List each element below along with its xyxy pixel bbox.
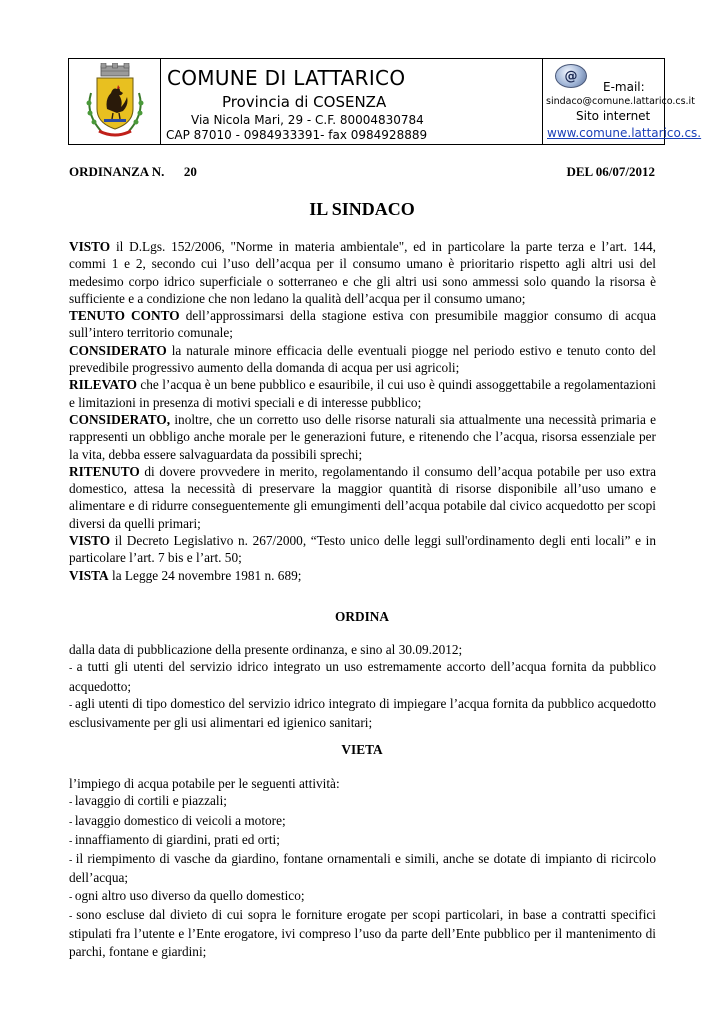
contact-info (543, 59, 702, 144)
ordina-heading: ORDINA (335, 609, 389, 624)
province-name: Provincia di COSENZA (222, 93, 387, 111)
premessa-lead: CONSIDERATO (69, 342, 167, 358)
premessa-text: il D.Lgs. 152/2006, "Norme in materia ambientale", ed in particolare la parte terza e l’art. 144, commi 1 e 2, secondo cui l’uso dell’acqua per il consumo umano è prioritario rispetto agli altri usi del medesimo corpo idrico superficiale o sotterraneo e che gli altri usi sono ammessi solo quando la risorsa è sufficiente e a condizione che non ledano la qualità dell’acqua per il consumo umano; (69, 239, 656, 306)
list-dash: - (69, 797, 75, 809)
premessa (69, 377, 656, 409)
premessa (69, 308, 656, 340)
premessa-lead: VISTO (69, 239, 111, 254)
website-link[interactable]: www.comune.lattarico.cs. (547, 126, 702, 140)
premessa-lead: CONSIDERATO, (69, 411, 171, 427)
list-dash: - (69, 699, 76, 711)
vieta-item: ogni altro uso diverso da quello domestico; (74, 887, 305, 903)
premessa-text: la Legge 24 novembre 1981 n. 689; (108, 567, 302, 583)
premessa (69, 568, 301, 583)
premesse-block (69, 238, 656, 584)
premessa-lead: TENUTO CONTO (69, 308, 180, 324)
ordinance-date: DEL 06/07/2012 (566, 164, 655, 179)
municipality-name: COMUNE DI LATTARICO (167, 66, 406, 90)
vieta-item: sono escluse dal divieto di cui sopra le forniture erogate per scopi particolari, in base a contratti specifici stipulati fra l’utente e l’Ente erogatore, ivi compreso l’uso da parte dell’Ente pubblico per il mantenimento di parchi, fontane e giardini; (69, 907, 656, 959)
vieta-intro: l’impiego di acqua potabile per le seguenti attività: (69, 776, 340, 791)
premessa-text: di dovere provvedere in merito, regolamentando il consumo dell’acqua potabile per uso extra domestico, attesa la necessità di preservare la maggior quantità di risorse disponibile all’uso umano e alimentare e di ridurre conseguentemente gli emungimenti dell’acqua potabile dal civico acquedotto per scopi diversi da quelli primari; (69, 463, 656, 531)
list-dash: - (69, 911, 77, 923)
premessa-lead: VISTO (69, 533, 111, 549)
premessa (69, 239, 656, 306)
document-title: IL SINDACO (309, 199, 415, 219)
ordina-item: agli utenti di tipo domestico del servizio idrico integrato di impiegare l’acqua fornita da pubblico acquedotto esclusivamente per gli usi alimentari ed igienico sanitari; (69, 695, 656, 731)
premessa (69, 464, 656, 531)
ordina-item: a tutti gli utenti del servizio idrico integrato un uso estremamente accorto dell’acqua fornita da pubblico acquedotto; (69, 659, 656, 694)
vieta-heading: VIETA (341, 742, 383, 757)
ordina-intro: dalla data di pubblicazione della presente ordinanza, e sino al 30.09.2012; (69, 642, 463, 657)
municipal-crest-icon (77, 63, 153, 141)
municipality-info (161, 59, 543, 144)
vieta-item: il riempimento di vasche da giardino, fontane ornamentali e simili, anche se dotate di impianto di ricircolo dell’acqua; (69, 851, 656, 886)
premessa (69, 343, 656, 375)
vieta-item: innaffiamento di giardini, prati ed orti; (74, 831, 280, 847)
premessa-text: inoltre, che un corretto uso delle risorse naturali sia attualmente una necessità primaria e rappresenti un obbligo anche morale per le generazioni future, e ritenendo che l’acqua, risorsa essenziale per la vita, debba essere salvaguardata da possibili sprechi; (69, 411, 656, 462)
list-dash: - (69, 816, 75, 828)
premessa-text: la naturale minore efficacia delle eventuali piogge nel periodo estivo e tenuto conto del prevedibile progressivo aumento della domanda di acqua per usi agricoli; (69, 342, 656, 376)
premessa-lead: RITENUTO (69, 463, 140, 479)
list-dash: - (69, 891, 75, 903)
email-address[interactable]: sindaco@comune.lattarico.cs.it (546, 96, 695, 107)
list-dash: - (69, 663, 77, 675)
vieta-item: lavaggio domestico di veicoli a motore; (74, 812, 286, 828)
vieta-item: lavaggio di cortili e piazzali; (74, 793, 227, 809)
list-dash: - (69, 835, 75, 847)
website-label: Sito internet (576, 109, 651, 123)
crest-cell (69, 59, 161, 144)
email-label: E-mail: (603, 80, 645, 94)
premessa-text: il Decreto Legislativo n. 267/2000, “Testo unico delle leggi sull'ordinamento degli enti locali” e in particolare l’art. 7 bis e l’art. 50; (69, 533, 656, 566)
email-at-icon: @ (555, 64, 587, 88)
ordinance-number: ORDINANZA N. 20 (69, 164, 197, 179)
premessa (69, 533, 656, 565)
address: Via Nicola Mari, 29 - C.F. 80004830784 (191, 113, 424, 127)
premessa (69, 412, 656, 462)
premessa-text: che l’acqua è un bene pubblico e esauribile, il cui uso è quindi assoggettabile a regolamentazioni e limitazioni in presenza di motivi speciali e di interesse pubblico; (69, 377, 656, 410)
list-dash: - (69, 855, 76, 867)
premessa-lead: RILEVATO (69, 377, 137, 393)
vieta-block (69, 775, 656, 960)
ordina-block (69, 641, 656, 731)
premessa-lead: VISTA (69, 567, 109, 583)
letterhead (68, 58, 702, 145)
cap-phone-fax: CAP 87010 - 0984933391- fax 0984928889 (166, 128, 428, 142)
premessa-text: dell’approssimarsi della stagione estiva con presumibile maggior consumo di acqua sull’intero territorio comunale; (69, 308, 656, 341)
